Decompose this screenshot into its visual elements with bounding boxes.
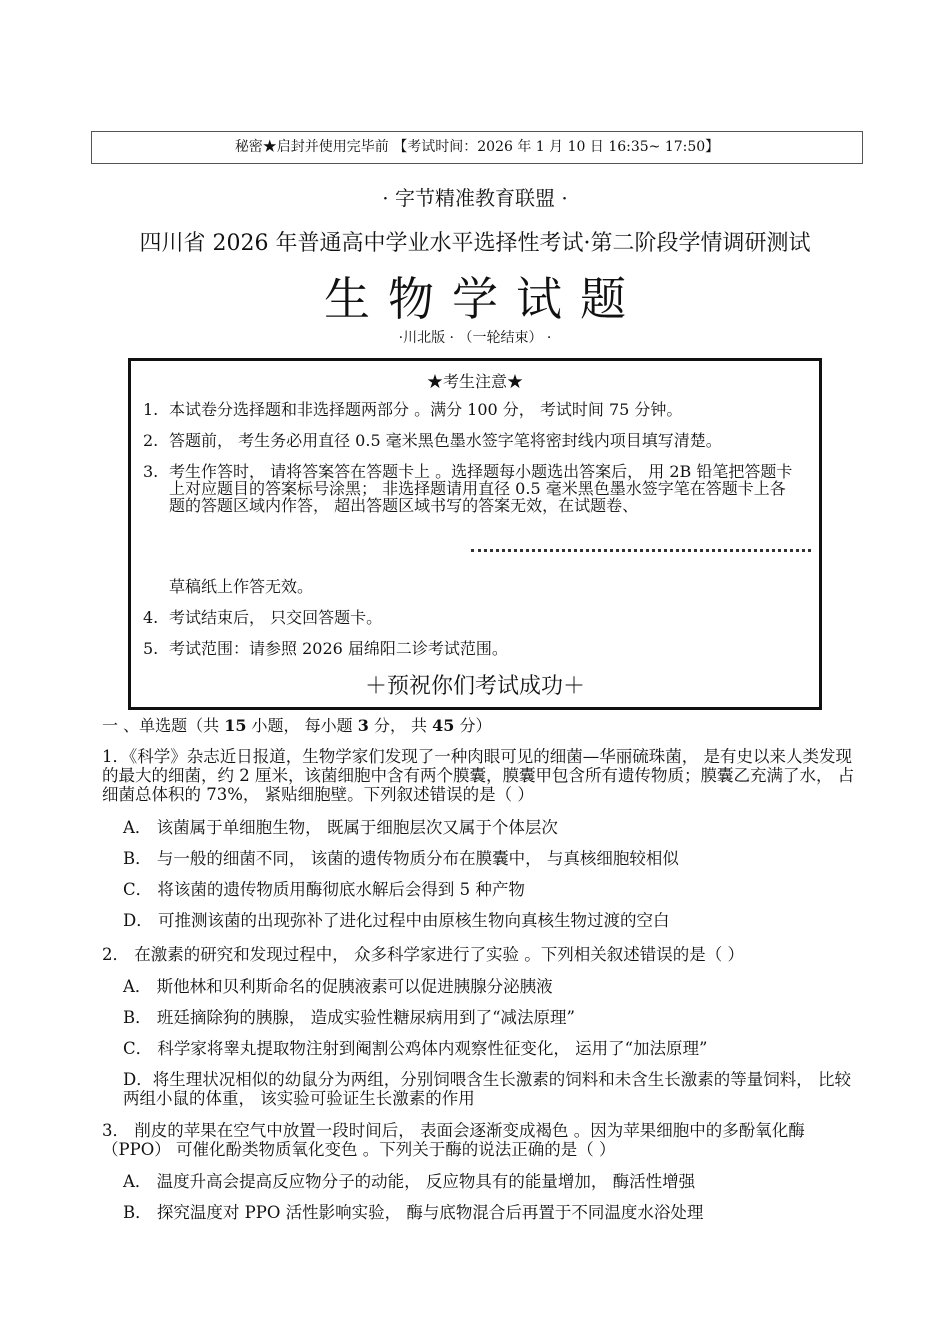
section-mid1: 小题， 每小题 (246, 716, 358, 735)
section-prefix: 一 、单选题（共 (102, 716, 225, 735)
notice-title: ★考生注意★ (426, 372, 523, 391)
good-luck-message: ＋预祝你们考试成功＋ (364, 674, 585, 699)
notice-item-number: 4. (143, 608, 159, 627)
notice-item-text: 考生作答时， 请将答案答在答题卡上 。选择题每小题选出答案后， 用 2B 铅笔把答题卡上对应题目的答案标号涂黑； 非选择题请用直径 0.5 毫米黑色墨水签字笔在答题卡上各题的答题区域内作答， 超出答题区域书写的答案无效，在试题卷、 (169, 462, 793, 515)
option-a: A． 该菌属于单细胞生物， 既属于细胞层次又属于个体层次 (123, 818, 558, 837)
notice-item-number: 3. (143, 462, 159, 481)
option-c: C． 将该菌的遗传物质用酶彻底水解后会得到 5 种产物 (123, 880, 525, 899)
section-suffix: 分） (454, 716, 492, 735)
notice-item-number: 5. (143, 639, 159, 658)
option-c: C． 科学家将睾丸提取物注射到阉割公鸡体内观察性征变化， 运用了“加法原理” (123, 1039, 708, 1058)
question-stem: 2． 在激素的研究和发现过程中， 众多科学家进行了实验 。下列相关叙述错误的是（ ） (102, 945, 744, 964)
notice-item-text: 考试范围：请参照 2026 届绵阳二诊考试范围。 (169, 639, 508, 658)
question-stem: 1．《科学》杂志近日报道，生物学家们发现了一种肉眼可见的细菌—华丽硫珠菌， 是有史以来人类发现的最大的细菌，约 2 厘米，该菌细胞中含有两个膜囊，膜囊甲包含所有遗传物质；膜囊乙充满了水， 占细菌总体积的 73%， 紧贴细胞壁。下列叙述错误的是（ ） (102, 747, 855, 804)
notice-item-number: 1. (143, 400, 159, 419)
dotted-separator (471, 549, 811, 558)
section-mid2: 分， 共 (368, 716, 433, 735)
option-a: A． 斯他林和贝利斯命名的促胰液素可以促进胰腺分泌胰液 (123, 977, 553, 996)
notice-item-text: 草稿纸上作答无效。 (169, 577, 314, 596)
confidential-text: 秘密★启封并使用完毕前 【考试时间：2026 年 1 月 10 日 16:35~ 17:50】 (234, 139, 720, 155)
question-count: 15 (224, 716, 247, 735)
option-a: A． 温度升高会提高反应物分子的动能， 反应物具有的能量增加， 酶活性增强 (123, 1172, 696, 1191)
edition-label: ·川北版 · （一轮结束） · (398, 330, 552, 346)
option-d: D． 可推测该菌的出现弥补了进化过程中由原核生物向真核生物过渡的空白 (123, 911, 670, 930)
option-b: B． 与一般的细菌不同， 该菌的遗传物质分布在膜囊中， 与真核细胞较相似 (123, 849, 679, 868)
confidential-banner (91, 131, 863, 164)
points-per-question: 3 (357, 716, 369, 735)
question-stem: 3． 削皮的苹果在空气中放置一段时间后， 表面会逐渐变成褐色 。因为苹果细胞中的多酚氧化酶（PPO） 可催化酚类物质氧化变色 。下列关于酶的说法正确的是（ ） (102, 1121, 805, 1159)
notice-item-text: 本试卷分选择题和非选择题两部分 。满分 100 分， 考试时间 75 分钟。 (169, 400, 683, 419)
option-b: B． 班廷摘除狗的胰腺， 造成实验性糖尿病用到了“减法原理” (123, 1008, 575, 1027)
notice-box (128, 358, 822, 710)
alliance-name: · 字节精准教育联盟 · (382, 186, 568, 210)
notice-item-text: 答题前， 考生务必用直径 0.5 毫米黑色墨水签字笔将密封线内项目填写清楚。 (169, 431, 722, 450)
section-heading (102, 713, 491, 736)
exam-title: 四川省 2026 年普通高中学业水平选择性考试·第二阶段学情调研测试 (139, 231, 811, 256)
subject-title: 生物学试题 (324, 272, 644, 326)
total-points: 45 (432, 716, 455, 735)
notice-item-text: 考试结束后， 只交回答题卡。 (169, 608, 383, 627)
notice-item-number: 2. (143, 431, 159, 450)
option-d: D．将生理状况相似的幼鼠分为两组，分别饲喂含生长激素的饲料和未含生长激素的等量饲料， 比较两组小鼠的体重， 该实验可验证生长激素的作用 (123, 1070, 851, 1108)
option-b: B． 探究温度对 PPO 活性影响实验， 酶与底物混合后再置于不同温度水浴处理 (123, 1203, 704, 1222)
